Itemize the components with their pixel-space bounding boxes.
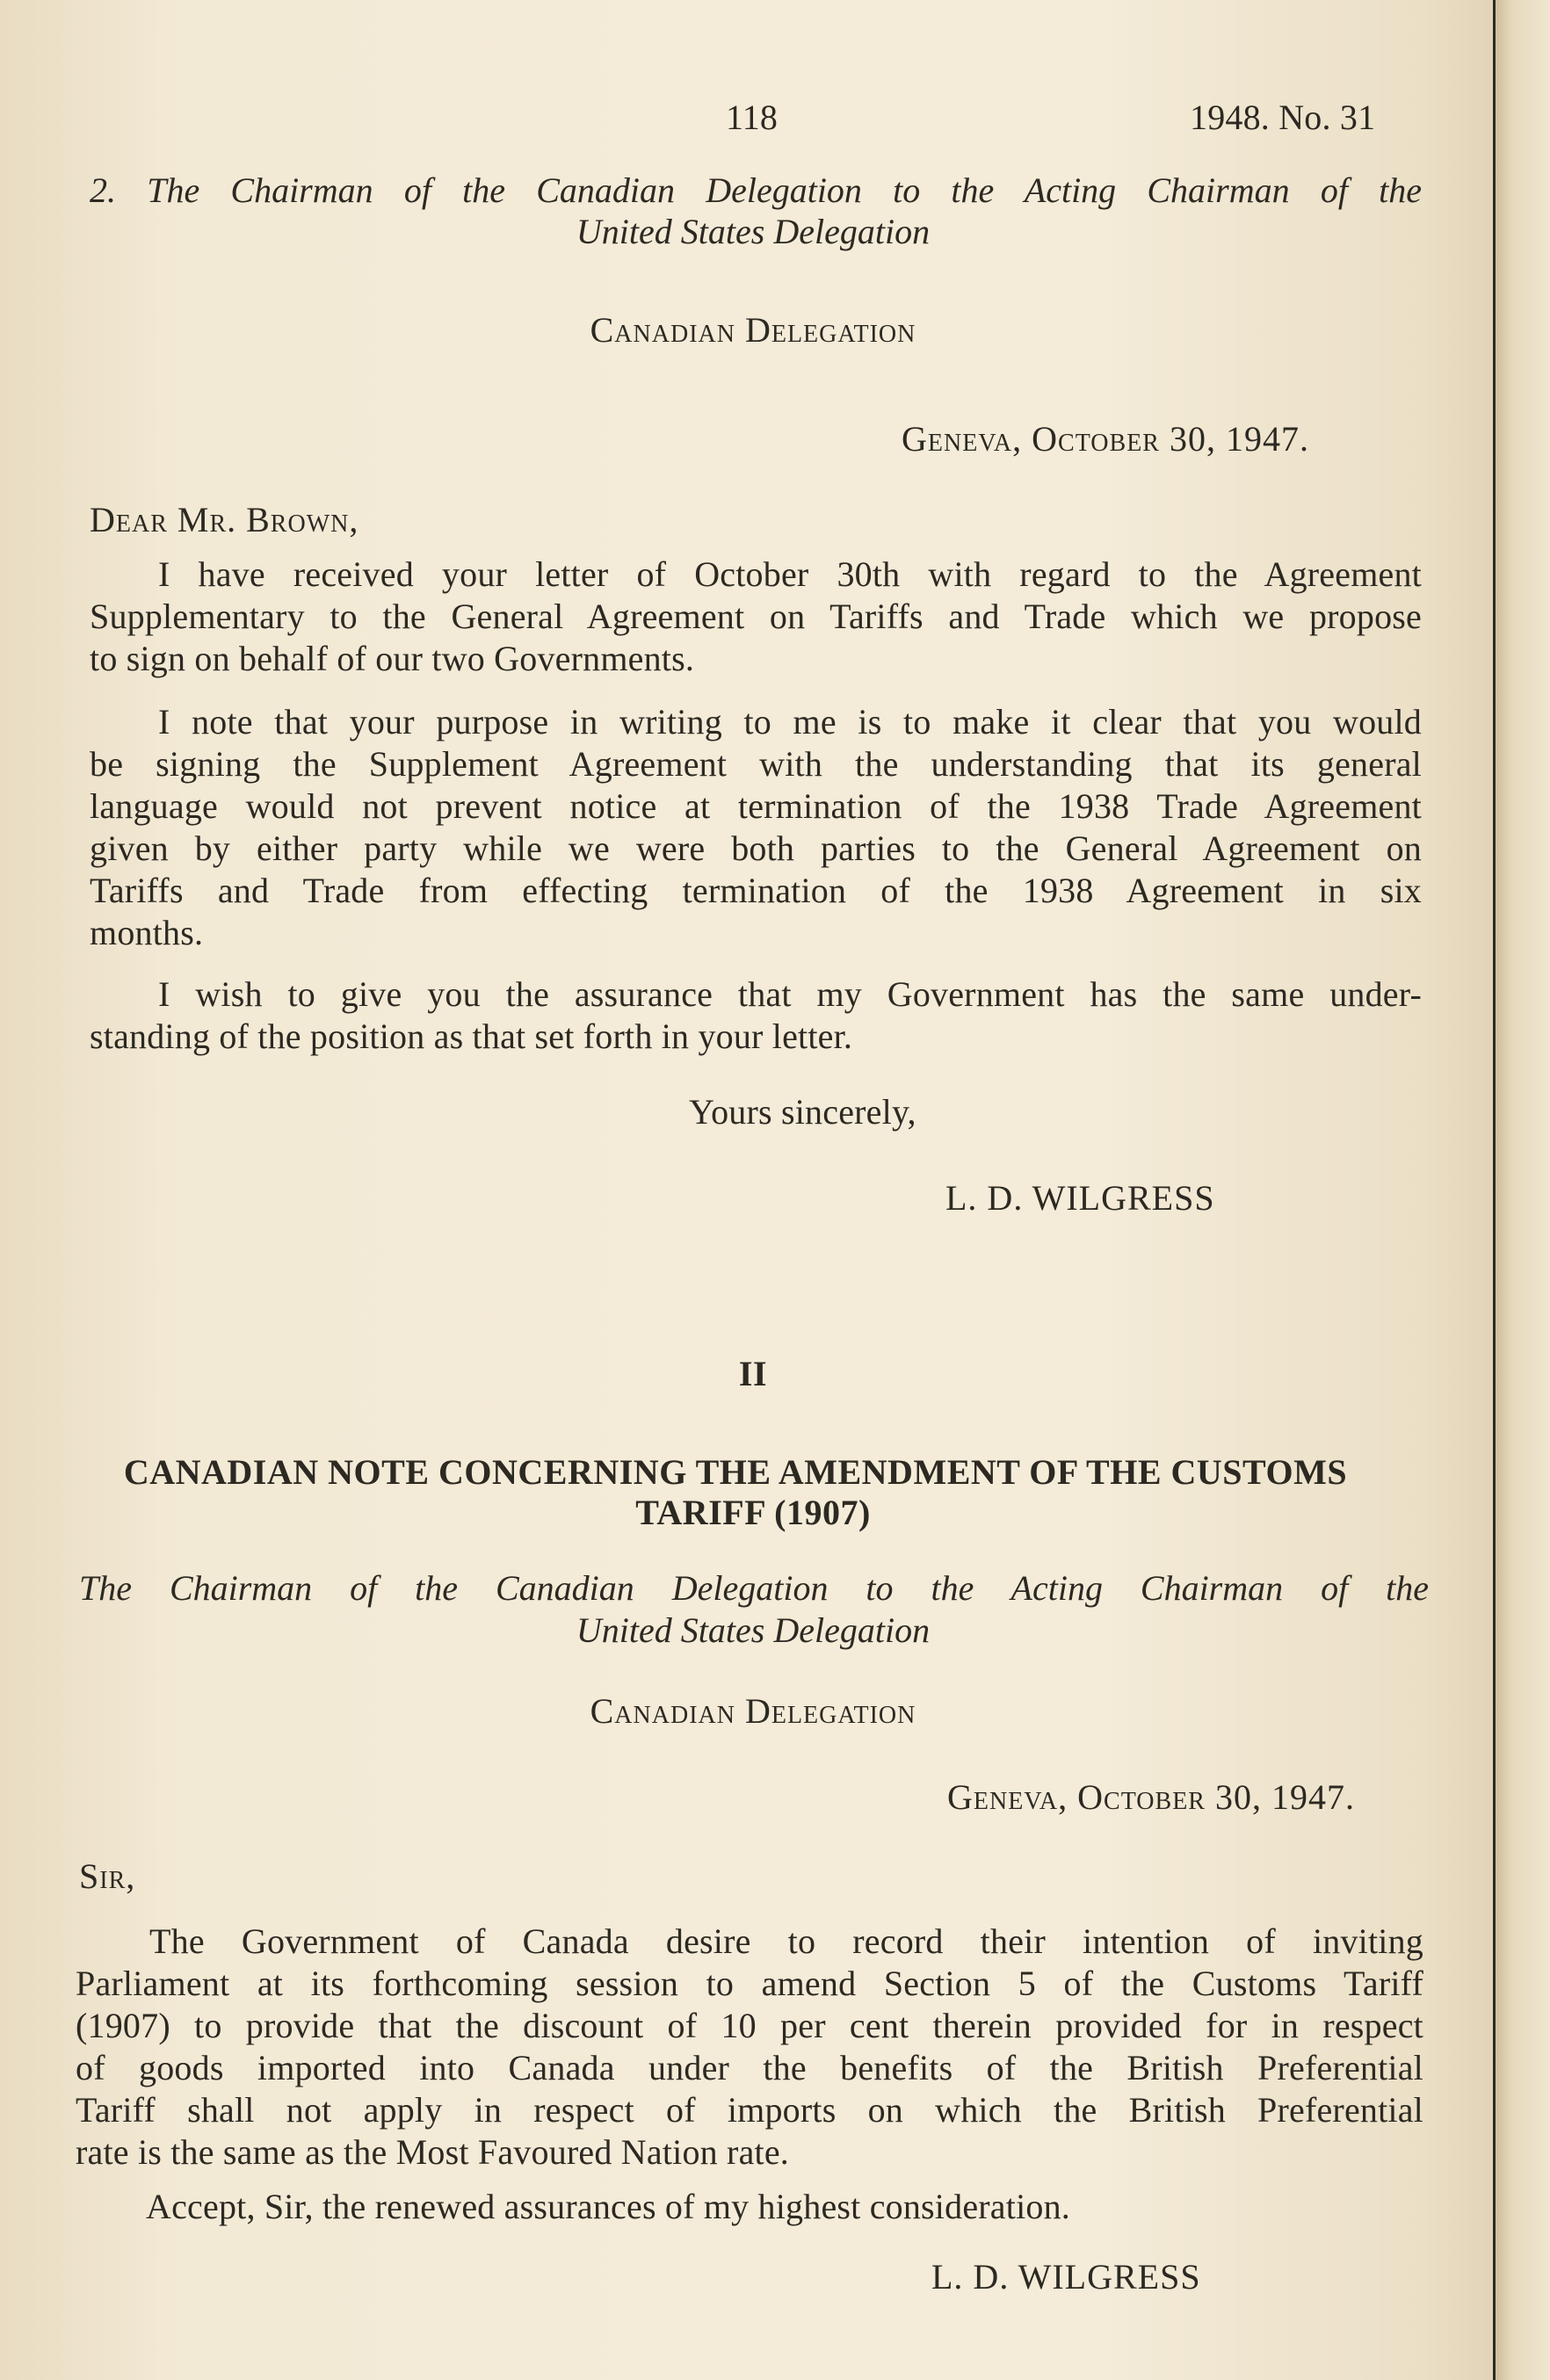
paragraph-line: Tariff shall not apply in respect of imports on which the British Preferential [76, 2090, 1423, 2130]
paragraph-line: given by either party while we were both parties to the General Agreement on [90, 828, 1422, 868]
running-header: 1948. No. 31 [1190, 98, 1376, 137]
salutation: Sir, [79, 1856, 136, 1896]
closing: Yours sincerely, [689, 1092, 916, 1132]
document-content [76, 0, 1429, 2380]
paragraph-line: Supplementary to the General Agreement on Tariffs and Trade which we propose [90, 597, 1422, 636]
section-heading-line-2: TARIFF (1907) [635, 1493, 871, 1532]
dateline: Geneva, October 30, 1947. [902, 419, 1309, 459]
paragraph-line: language would not prevent notice at termination of the 1938 Trade Agreement [90, 786, 1422, 826]
paragraph-line: I wish to give you the assurance that my Government has the same under- [158, 974, 1422, 1014]
signature: L. D. WILGRESS [931, 2257, 1201, 2297]
section-heading-line-1: CANADIAN NOTE CONCERNING THE AMENDMENT OF THE CUSTOMS [123, 1452, 1348, 1492]
paragraph-line: Parliament at its forthcoming session to amend Section 5 of the Customs Tariff [76, 1964, 1423, 2003]
paragraph-line: I note that your purpose in writing to me is to make it clear that you would [158, 702, 1422, 741]
paragraph-line: be signing the Supplement Agreement with the understanding that its general [90, 744, 1422, 784]
letter-title-line-2: United States Delegation [576, 212, 931, 251]
paragraph-line: (1907) to provide that the discount of 10 per cent therein provided for in respect [76, 2006, 1423, 2045]
paragraph-line: rate is the same as the Most Favoured Nation rate. [76, 2132, 789, 2172]
letter-title-line-1: 2. The Chairman of the Canadian Delegation to the Acting Chairman of the [90, 170, 1422, 210]
paragraph-line: to sign on behalf of our two Governments. [90, 639, 695, 678]
page-number: 118 [726, 98, 779, 137]
delegation-heading: Canadian Delegation [590, 310, 916, 350]
salutation: Dear Mr. Brown, [90, 500, 359, 539]
dateline: Geneva, October 30, 1947. [947, 1777, 1355, 1817]
section-numeral: II [738, 1354, 768, 1393]
paragraph-line: Tariffs and Trade from effecting termination of the 1938 Agreement in six [90, 871, 1422, 910]
note-title-line-1: The Chairman of the Canadian Delegation to the Acting Chairman of the [79, 1568, 1429, 1608]
paragraph-line: months. [90, 913, 204, 952]
paragraph-line: I have received your letter of October 30th with regard to the Agreement [158, 554, 1422, 594]
book-gutter [1493, 0, 1550, 2380]
paragraph-line: The Government of Canada desire to record their intention of inviting [149, 1921, 1423, 1961]
paragraph-line: standing of the position as that set forth in your letter. [90, 1016, 853, 1056]
paragraph-line: of goods imported into Canada under the benefits of the British Preferential [76, 2048, 1423, 2087]
note-title-line-2: United States Delegation [576, 1610, 931, 1650]
signature: L. D. WILGRESS [945, 1178, 1215, 1218]
delegation-heading: Canadian Delegation [590, 1691, 916, 1731]
paragraph-line: Accept, Sir, the renewed assurances of my highest consideration. [146, 2187, 1070, 2226]
